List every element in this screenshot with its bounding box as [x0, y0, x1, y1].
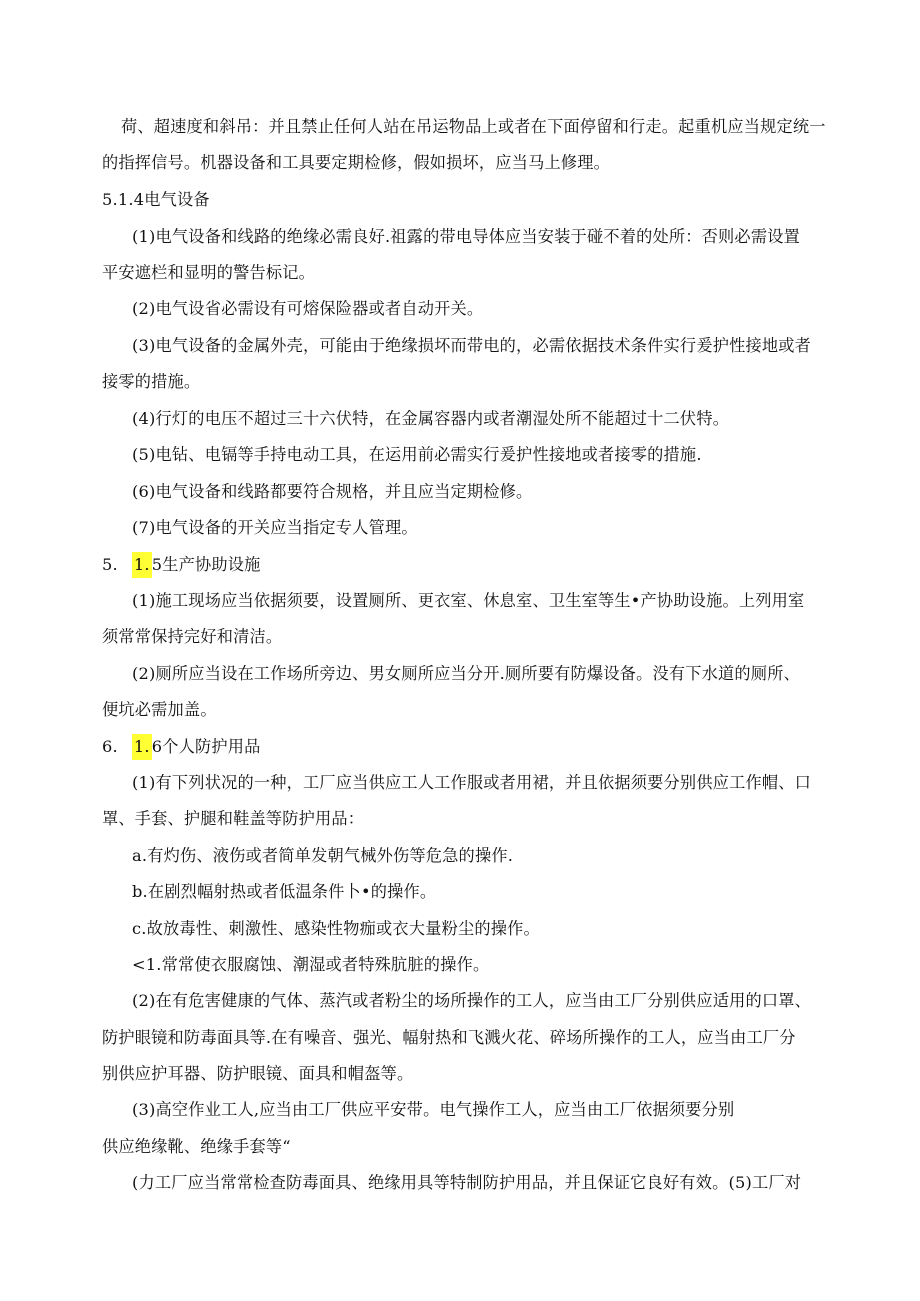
paragraph-line: (4)行灯的电压不超过三十六伏特，在金属容器内或者潮湿处所不能超过十二伏特。	[132, 409, 730, 428]
paragraph-line: 的指挥信号。机器设备和工具要定期检修，假如损坏，应当马上修理。	[102, 153, 611, 172]
paragraph-line: 便坑必需加盖。	[102, 700, 217, 719]
list-item: <1.常常使衣服腐蚀、潮湿或者特殊肮脏的操作。	[132, 955, 490, 974]
paragraph-line: (2)在有危害健康的气体、蒸汽或者粉尘的场所操作的工人，应当由工厂分别供应适用的口罩、	[132, 991, 812, 1010]
list-item: b.在剧烈幅射热或者低温条件卜•的操作。	[132, 882, 437, 901]
paragraph-line: 防护眼镜和防毒面具等.在有噪音、强光、幅射热和飞溅火花、碎场所操作的工人，应当由工厂分	[102, 1028, 796, 1047]
highlighted-text: 1.	[132, 734, 152, 760]
heading-text: 6个人防护用品	[151, 737, 261, 756]
heading-prefix: 5.	[102, 555, 118, 574]
paragraph-line: (2)厕所应当设在工作场所旁边、男女厕所应当分开.厕所要有防爆设备。没有下水道的厕所、	[132, 664, 800, 683]
paragraph-line: 接零的措施。	[102, 372, 201, 391]
paragraph-line: (7)电气设备的开关应当指定专人管理。	[132, 518, 418, 537]
list-item: a.有灼伤、液伤或者简单发朝气械外伤等危急的操作.	[132, 846, 514, 865]
paragraph-line: (6)电气设备和线路都要符合规格，并且应当定期检修。	[132, 482, 533, 501]
paragraph-line: (1)施工现场应当依据须要，设置厕所、更衣室、休息室、卫生室等生•产协助设施。上列用室	[132, 591, 805, 610]
paragraph-line: (3)电气设备的金属外壳，可能由于绝缘损坏而带电的，必需依据技术条件实行爰护性接地或者	[132, 336, 812, 355]
list-item: c.故放毒性、刺激性、感染性物痂或衣大量粉尘的操作。	[132, 919, 540, 938]
paragraph-line: (5)电钻、电镉等手持电动工具，在运用前必需实行爰护性接地或者接零的措施.	[132, 445, 702, 464]
paragraph-line: 荷、超速度和斜吊：并且禁止任何人站在吊运物品上或者在下面停留和行走。起重机应当规定统一	[121, 117, 826, 136]
highlighted-text: 1.	[132, 552, 152, 578]
paragraph-line: 别供应护耳器、防护眼镜、面具和帽盔等。	[102, 1064, 414, 1083]
paragraph-line: (1)电气设备和线路的绝缘必需良好.祖露的带电导体应当安装于碰不着的处所：否则必需设置	[132, 227, 800, 246]
paragraph-line: (3)高空作业工人,应当由工厂供应平安带。电气操作工人，应当由工厂依据须要分别	[132, 1100, 735, 1119]
paragraph-line: (2)电气设省必需设有可熔保险器或者自动开关。	[132, 299, 484, 318]
section-heading-514: 5.1.4电气设备	[102, 190, 210, 209]
paragraph-line: 供应绝缘靴、绝缘手套等“	[102, 1137, 291, 1156]
heading-prefix: 6.	[102, 737, 118, 756]
section-heading-515	[102, 552, 261, 578]
heading-text: 5生产协助设施	[151, 555, 261, 574]
paragraph-line: (1)有下列状况的一种，工厂应当供应工人工作服或者用裙，并且依据须要分别供应工作帽、口	[132, 773, 812, 792]
paragraph-line: 罩、手套、护腿和鞋盖等防护用品：	[102, 809, 365, 828]
section-heading-616	[102, 734, 261, 760]
paragraph-line: (力工厂应当常常检查防毒面具、绝缘用具等特制防护用品，并且保证它良好有效。(5)工厂对	[132, 1173, 802, 1192]
paragraph-line: 须常常保持完好和清洁。	[102, 627, 283, 646]
paragraph-line: 平安遮栏和显明的警告标记。	[102, 263, 316, 282]
